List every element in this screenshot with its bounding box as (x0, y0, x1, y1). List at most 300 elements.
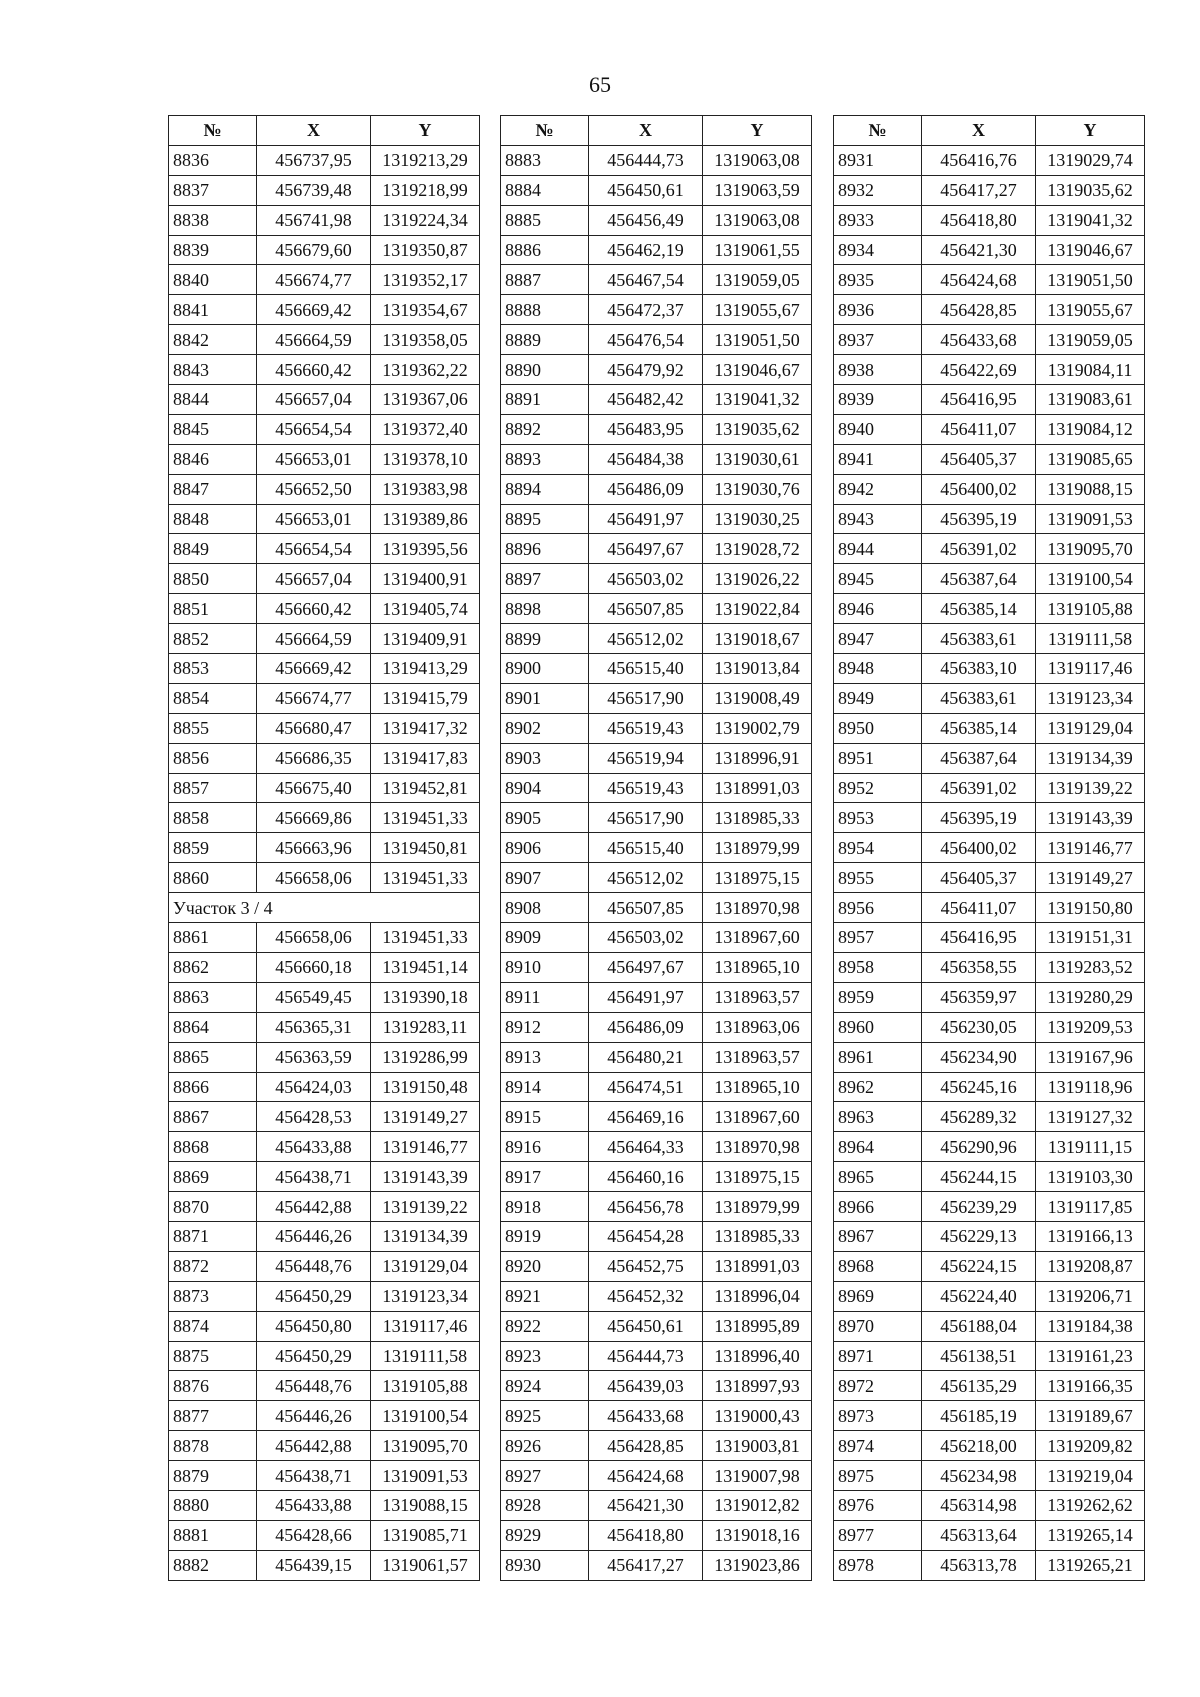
cell-number: 8852 (169, 624, 257, 654)
cell-y: 1318967,60 (703, 923, 812, 953)
cell-y: 1319383,98 (371, 474, 480, 504)
cell-x: 456741,98 (257, 205, 371, 235)
cell-number: 8928 (501, 1490, 589, 1520)
cell-x: 456439,03 (589, 1371, 703, 1401)
cell-y: 1319149,27 (371, 1102, 480, 1132)
cell-x: 456491,97 (589, 982, 703, 1012)
table-row (834, 1102, 1145, 1132)
cell-y: 1319265,14 (1036, 1520, 1145, 1550)
cell-x: 456669,42 (257, 295, 371, 325)
table-row (169, 205, 480, 235)
cell-x: 456400,02 (922, 833, 1036, 863)
cell-x: 456395,19 (922, 504, 1036, 534)
table-row (169, 1401, 480, 1431)
cell-y: 1318979,99 (703, 1192, 812, 1222)
cell-number: 8942 (834, 474, 922, 504)
cell-y: 1319129,04 (371, 1251, 480, 1281)
cell-number: 8955 (834, 863, 922, 893)
cell-number: 8884 (501, 175, 589, 205)
cell-x: 456450,29 (257, 1341, 371, 1371)
cell-y: 1319451,33 (371, 923, 480, 953)
cell-x: 456428,85 (922, 295, 1036, 325)
cell-x: 456442,88 (257, 1192, 371, 1222)
table-row (169, 355, 480, 385)
cell-number: 8915 (501, 1102, 589, 1132)
table-row (169, 1490, 480, 1520)
table-row (834, 414, 1145, 444)
table-row (834, 1042, 1145, 1072)
cell-x: 456234,90 (922, 1042, 1036, 1072)
section-label: Участок 3 / 4 (169, 893, 480, 923)
cell-y: 1319358,05 (371, 325, 480, 355)
cell-x: 456428,53 (257, 1102, 371, 1132)
cell-x: 456421,30 (922, 235, 1036, 265)
cell-y: 1319030,25 (703, 504, 812, 534)
cell-x: 456224,40 (922, 1281, 1036, 1311)
cell-x: 456405,37 (922, 863, 1036, 893)
cell-y: 1318997,93 (703, 1371, 812, 1401)
cell-x: 456660,42 (257, 594, 371, 624)
cell-number: 8908 (501, 893, 589, 923)
table-row (834, 863, 1145, 893)
table-row (169, 235, 480, 265)
cell-number: 8883 (501, 145, 589, 175)
cell-x: 456416,95 (922, 385, 1036, 415)
cell-number: 8924 (501, 1371, 589, 1401)
cell-x: 456385,14 (922, 713, 1036, 743)
cell-y: 1319224,34 (371, 205, 480, 235)
cell-number: 8862 (169, 952, 257, 982)
cell-number: 8958 (834, 952, 922, 982)
cell-number: 8971 (834, 1341, 922, 1371)
cell-x: 456507,85 (589, 594, 703, 624)
cell-number: 8900 (501, 654, 589, 684)
table-row (834, 1341, 1145, 1371)
column-header-y: Y (371, 116, 480, 146)
cell-number: 8973 (834, 1401, 922, 1431)
cell-x: 456512,02 (589, 624, 703, 654)
table-row (834, 504, 1145, 534)
cell-y: 1319143,39 (371, 1162, 480, 1192)
cell-y: 1319018,67 (703, 624, 812, 654)
cell-y: 1319063,59 (703, 175, 812, 205)
cell-y: 1319029,74 (1036, 145, 1145, 175)
cell-y: 1319452,81 (371, 773, 480, 803)
cell-x: 456383,10 (922, 654, 1036, 684)
cell-number: 8975 (834, 1461, 922, 1491)
table-row (834, 952, 1145, 982)
cell-number: 8948 (834, 654, 922, 684)
cell-number: 8848 (169, 504, 257, 534)
cell-x: 456229,13 (922, 1221, 1036, 1251)
cell-y: 1319280,29 (1036, 982, 1145, 1012)
cell-x: 456669,86 (257, 803, 371, 833)
cell-y: 1319063,08 (703, 205, 812, 235)
cell-number: 8856 (169, 743, 257, 773)
cell-x: 456239,29 (922, 1192, 1036, 1222)
cell-number: 8917 (501, 1162, 589, 1192)
cell-x: 456433,88 (257, 1490, 371, 1520)
cell-number: 8871 (169, 1221, 257, 1251)
table-row (834, 1162, 1145, 1192)
cell-x: 456674,77 (257, 683, 371, 713)
table-row (834, 474, 1145, 504)
cell-number: 8972 (834, 1371, 922, 1401)
cell-x: 456486,09 (589, 1012, 703, 1042)
cell-y: 1319149,27 (1036, 863, 1145, 893)
table-row (834, 444, 1145, 474)
table-row (834, 773, 1145, 803)
cell-y: 1319111,15 (1036, 1132, 1145, 1162)
cell-number: 8850 (169, 564, 257, 594)
cell-x: 456218,00 (922, 1431, 1036, 1461)
cell-x: 456512,02 (589, 863, 703, 893)
cell-number: 8938 (834, 355, 922, 385)
table-row (169, 145, 480, 175)
table-row (834, 1520, 1145, 1550)
cell-x: 456654,54 (257, 534, 371, 564)
cell-x: 456450,80 (257, 1311, 371, 1341)
cell-y: 1319055,67 (703, 295, 812, 325)
cell-number: 8902 (501, 713, 589, 743)
table-row (834, 564, 1145, 594)
cell-y: 1319134,39 (371, 1221, 480, 1251)
cell-number: 8877 (169, 1401, 257, 1431)
cell-y: 1319117,46 (371, 1311, 480, 1341)
table-row (501, 893, 812, 923)
table-row (169, 982, 480, 1012)
coordinates-table-2 (500, 115, 812, 1581)
cell-x: 456383,61 (922, 624, 1036, 654)
cell-number: 8893 (501, 444, 589, 474)
section-row (169, 893, 480, 923)
cell-y: 1319117,85 (1036, 1192, 1145, 1222)
table-row (501, 1341, 812, 1371)
cell-x: 456442,88 (257, 1431, 371, 1461)
cell-y: 1319262,62 (1036, 1490, 1145, 1520)
cell-number: 8962 (834, 1072, 922, 1102)
cell-x: 456664,59 (257, 325, 371, 355)
table-row (834, 295, 1145, 325)
cell-y: 1319111,58 (1036, 624, 1145, 654)
cell-number: 8874 (169, 1311, 257, 1341)
cell-x: 456507,85 (589, 893, 703, 923)
table-header-row (169, 116, 480, 146)
cell-y: 1319395,56 (371, 534, 480, 564)
cell-x: 456358,55 (922, 952, 1036, 982)
cell-y: 1319151,31 (1036, 923, 1145, 953)
cell-x: 456737,95 (257, 145, 371, 175)
cell-x: 456469,16 (589, 1102, 703, 1132)
table-row (501, 982, 812, 1012)
cell-x: 456456,78 (589, 1192, 703, 1222)
cell-y: 1319095,70 (1036, 534, 1145, 564)
table-row (501, 145, 812, 175)
cell-y: 1319127,32 (1036, 1102, 1145, 1132)
cell-y: 1319450,81 (371, 833, 480, 863)
cell-x: 456422,69 (922, 355, 1036, 385)
cell-y: 1319451,33 (371, 803, 480, 833)
table-row (501, 385, 812, 415)
table-row (169, 803, 480, 833)
cell-y: 1318965,10 (703, 952, 812, 982)
cell-y: 1319000,43 (703, 1401, 812, 1431)
table-row (501, 325, 812, 355)
cell-y: 1319118,96 (1036, 1072, 1145, 1102)
cell-x: 456234,98 (922, 1461, 1036, 1491)
cell-number: 8906 (501, 833, 589, 863)
column-header-number: № (834, 116, 922, 146)
cell-number: 8922 (501, 1311, 589, 1341)
cell-y: 1319026,22 (703, 564, 812, 594)
table-row (169, 1341, 480, 1371)
cell-x: 456660,42 (257, 355, 371, 385)
table-row (501, 1132, 812, 1162)
column-header-x: X (257, 116, 371, 146)
cell-x: 456450,29 (257, 1281, 371, 1311)
cell-y: 1319417,32 (371, 713, 480, 743)
cell-number: 8964 (834, 1132, 922, 1162)
cell-x: 456418,80 (922, 205, 1036, 235)
cell-y: 1319372,40 (371, 414, 480, 444)
table-row (501, 414, 812, 444)
cell-number: 8920 (501, 1251, 589, 1281)
cell-y: 1319166,13 (1036, 1221, 1145, 1251)
cell-x: 456391,02 (922, 534, 1036, 564)
cell-x: 456454,28 (589, 1221, 703, 1251)
cell-number: 8880 (169, 1490, 257, 1520)
cell-y: 1319059,05 (703, 265, 812, 295)
cell-number: 8941 (834, 444, 922, 474)
cell-y: 1319123,34 (1036, 683, 1145, 713)
table-row (169, 1251, 480, 1281)
cell-x: 456363,59 (257, 1042, 371, 1072)
cell-x: 456480,21 (589, 1042, 703, 1072)
table-row (169, 1461, 480, 1491)
cell-x: 456658,06 (257, 923, 371, 953)
table-row (501, 444, 812, 474)
cell-y: 1319041,32 (1036, 205, 1145, 235)
cell-y: 1318995,89 (703, 1311, 812, 1341)
cell-x: 456486,09 (589, 474, 703, 504)
table-row (169, 773, 480, 803)
cell-number: 8923 (501, 1341, 589, 1371)
cell-y: 1319023,86 (703, 1550, 812, 1580)
cell-number: 8939 (834, 385, 922, 415)
cell-number: 8936 (834, 295, 922, 325)
cell-y: 1319035,62 (1036, 175, 1145, 205)
cell-number: 8914 (501, 1072, 589, 1102)
cell-number: 8945 (834, 564, 922, 594)
cell-x: 456517,90 (589, 683, 703, 713)
table-row (834, 1221, 1145, 1251)
cell-x: 456244,15 (922, 1162, 1036, 1192)
table-row (169, 1162, 480, 1192)
table-row (169, 833, 480, 863)
table-row (501, 1102, 812, 1132)
cell-y: 1319400,91 (371, 564, 480, 594)
column-header-x: X (589, 116, 703, 146)
cell-number: 8859 (169, 833, 257, 863)
table-row (501, 1490, 812, 1520)
cell-x: 456428,66 (257, 1520, 371, 1550)
cell-number: 8846 (169, 444, 257, 474)
cell-number: 8919 (501, 1221, 589, 1251)
cell-y: 1319002,79 (703, 713, 812, 743)
cell-x: 456519,94 (589, 743, 703, 773)
cell-number: 8930 (501, 1550, 589, 1580)
cell-number: 8836 (169, 145, 257, 175)
cell-number: 8892 (501, 414, 589, 444)
table-row (501, 1520, 812, 1550)
cell-y: 1319030,76 (703, 474, 812, 504)
cell-x: 456444,73 (589, 145, 703, 175)
cell-number: 8845 (169, 414, 257, 444)
cell-y: 1319051,50 (703, 325, 812, 355)
cell-x: 456290,96 (922, 1132, 1036, 1162)
table-row (834, 1431, 1145, 1461)
cell-y: 1319084,11 (1036, 355, 1145, 385)
cell-number: 8903 (501, 743, 589, 773)
table-row (834, 923, 1145, 953)
cell-number: 8864 (169, 1012, 257, 1042)
cell-y: 1319209,82 (1036, 1431, 1145, 1461)
cell-x: 456433,68 (589, 1401, 703, 1431)
table-row (169, 1192, 480, 1222)
table-row (834, 235, 1145, 265)
cell-x: 456653,01 (257, 504, 371, 534)
cell-number: 8940 (834, 414, 922, 444)
cell-y: 1319146,77 (371, 1132, 480, 1162)
cell-number: 8934 (834, 235, 922, 265)
table-row (501, 534, 812, 564)
table-row (169, 1012, 480, 1042)
cell-y: 1319091,53 (371, 1461, 480, 1491)
cell-x: 456424,03 (257, 1072, 371, 1102)
cell-x: 456411,07 (922, 893, 1036, 923)
cell-x: 456385,14 (922, 594, 1036, 624)
cell-y: 1318975,15 (703, 863, 812, 893)
cell-number: 8967 (834, 1221, 922, 1251)
cell-number: 8840 (169, 265, 257, 295)
cell-number: 8978 (834, 1550, 922, 1580)
cell-y: 1319103,30 (1036, 1162, 1145, 1192)
cell-y: 1319051,50 (1036, 265, 1145, 295)
cell-number: 8910 (501, 952, 589, 982)
cell-number: 8933 (834, 205, 922, 235)
cell-x: 456460,16 (589, 1162, 703, 1192)
table-row (501, 175, 812, 205)
table-row (834, 1251, 1145, 1281)
cell-y: 1318991,03 (703, 773, 812, 803)
table-row (501, 863, 812, 893)
table-row (501, 1550, 812, 1580)
cell-x: 456438,71 (257, 1461, 371, 1491)
cell-number: 8963 (834, 1102, 922, 1132)
cell-number: 8888 (501, 295, 589, 325)
table-row (501, 1281, 812, 1311)
cell-x: 456483,95 (589, 414, 703, 444)
cell-x: 456405,37 (922, 444, 1036, 474)
cell-x: 456428,85 (589, 1431, 703, 1461)
cell-y: 1319085,65 (1036, 444, 1145, 474)
cell-number: 8949 (834, 683, 922, 713)
table-row (501, 1221, 812, 1251)
cell-number: 8881 (169, 1520, 257, 1550)
cell-number: 8974 (834, 1431, 922, 1461)
cell-x: 456549,45 (257, 982, 371, 1012)
cell-number: 8931 (834, 145, 922, 175)
table-row (834, 325, 1145, 355)
cell-y: 1319218,99 (371, 175, 480, 205)
table-row (169, 1520, 480, 1550)
cell-number: 8855 (169, 713, 257, 743)
table-row (169, 564, 480, 594)
cell-y: 1319022,84 (703, 594, 812, 624)
cell-y: 1318975,15 (703, 1162, 812, 1192)
cell-number: 8912 (501, 1012, 589, 1042)
cell-y: 1319035,62 (703, 414, 812, 444)
cell-y: 1319013,84 (703, 654, 812, 684)
cell-x: 456657,04 (257, 564, 371, 594)
cell-y: 1319003,81 (703, 1431, 812, 1461)
column-header-number: № (501, 116, 589, 146)
cell-x: 456417,27 (922, 175, 1036, 205)
cell-x: 456383,61 (922, 683, 1036, 713)
cell-x: 456395,19 (922, 803, 1036, 833)
table-header-row (834, 116, 1145, 146)
table-row (169, 265, 480, 295)
table-row (834, 713, 1145, 743)
table-row (501, 654, 812, 684)
cell-y: 1318970,98 (703, 893, 812, 923)
cell-number: 8951 (834, 743, 922, 773)
table-row (169, 863, 480, 893)
table-row (501, 1012, 812, 1042)
table-row (834, 654, 1145, 684)
cell-y: 1319213,29 (371, 145, 480, 175)
cell-number: 8853 (169, 654, 257, 684)
cell-number: 8950 (834, 713, 922, 743)
cell-y: 1319139,22 (371, 1192, 480, 1222)
table-row (169, 624, 480, 654)
cell-number: 8895 (501, 504, 589, 534)
table-row (501, 1072, 812, 1102)
cell-number: 8847 (169, 474, 257, 504)
cell-y: 1319409,91 (371, 624, 480, 654)
cell-x: 456416,76 (922, 145, 1036, 175)
table-row (169, 743, 480, 773)
cell-number: 8952 (834, 773, 922, 803)
table-row (834, 982, 1145, 1012)
cell-x: 456484,38 (589, 444, 703, 474)
table-row (501, 205, 812, 235)
cell-number: 8907 (501, 863, 589, 893)
cell-number: 8899 (501, 624, 589, 654)
cell-x: 456450,61 (589, 175, 703, 205)
cell-x: 456446,26 (257, 1401, 371, 1431)
cell-y: 1319286,99 (371, 1042, 480, 1072)
cell-x: 456497,67 (589, 534, 703, 564)
cell-x: 456464,33 (589, 1132, 703, 1162)
cell-y: 1319189,67 (1036, 1401, 1145, 1431)
column-header-y: Y (703, 116, 812, 146)
cell-y: 1319209,53 (1036, 1012, 1145, 1042)
cell-number: 8918 (501, 1192, 589, 1222)
cell-y: 1318963,57 (703, 1042, 812, 1072)
cell-y: 1319143,39 (1036, 803, 1145, 833)
cell-x: 456479,92 (589, 355, 703, 385)
